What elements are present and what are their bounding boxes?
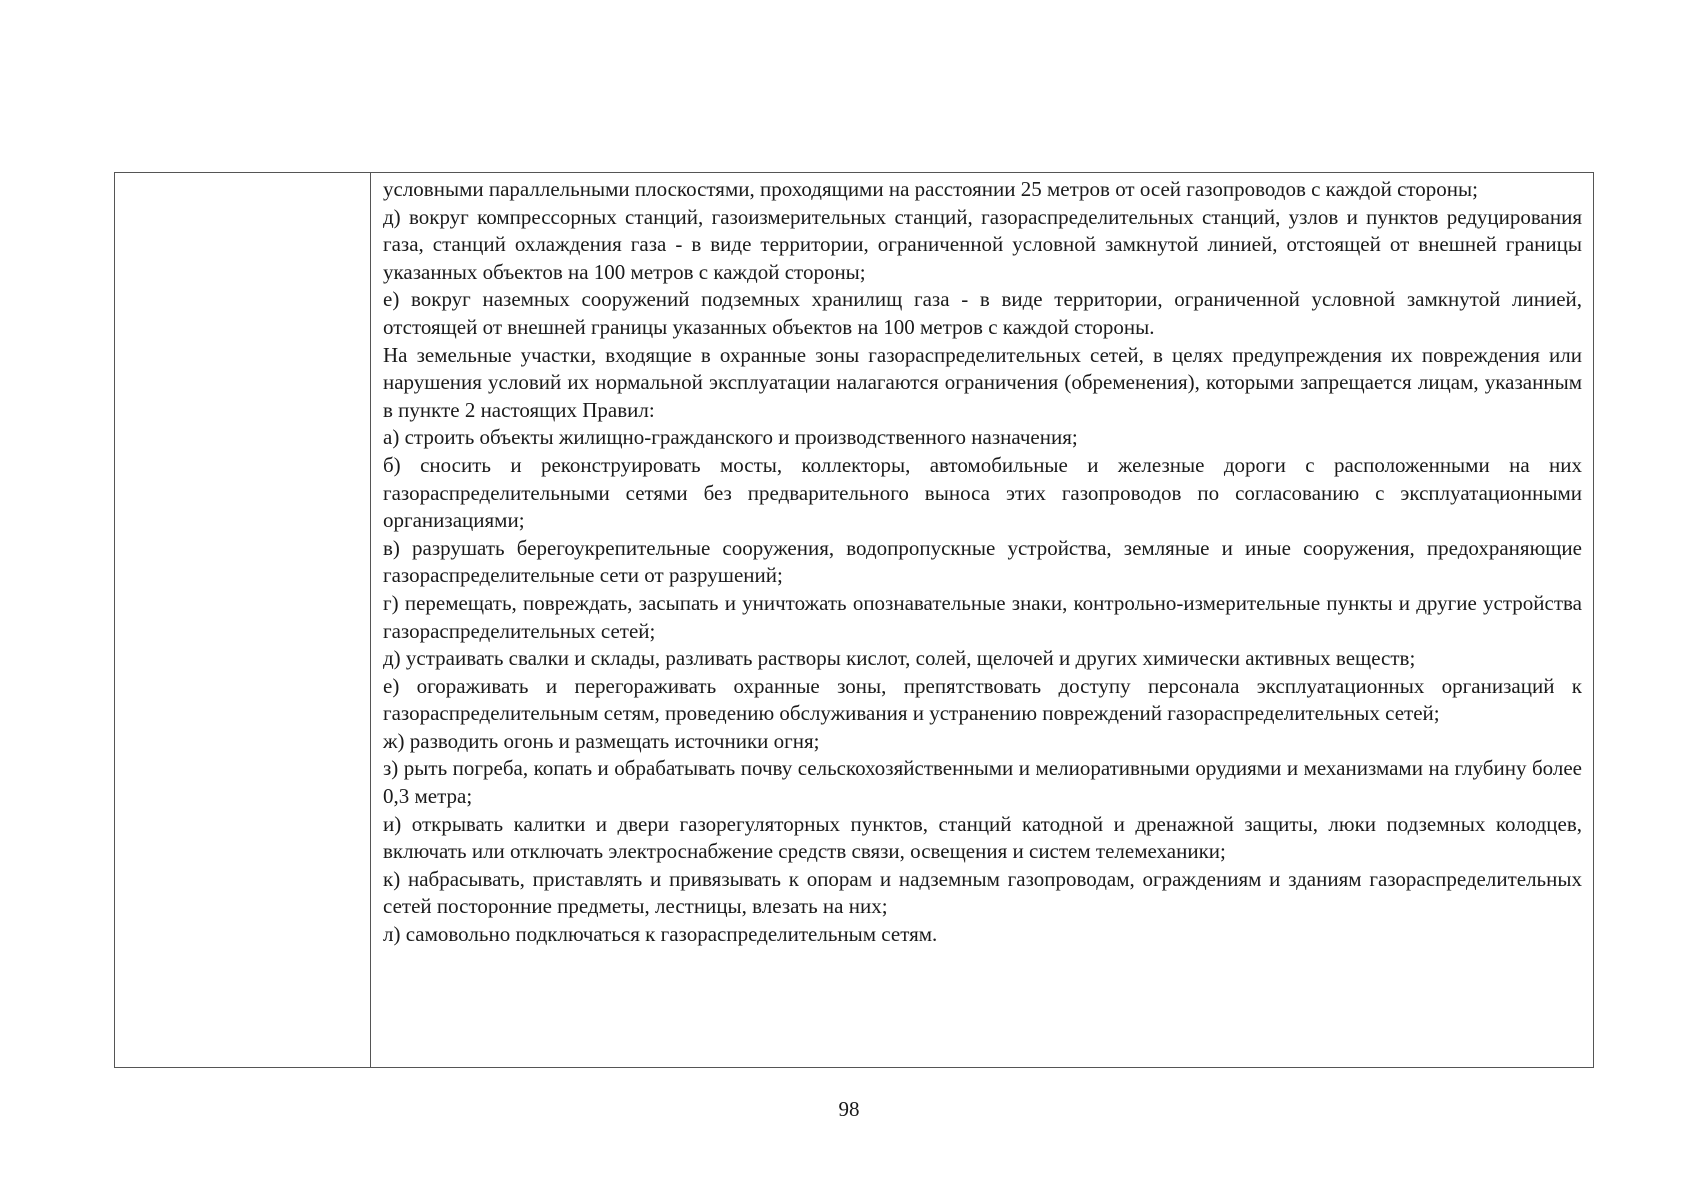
paragraph-item-z: з) рыть погреба, копать и обрабатывать почву сельскохозяйственными и мелиоративными орудиями и механизмами на глубину более 0,3 метра; xyxy=(383,756,1582,809)
paragraph-item-g: г) перемещать, повреждать, засыпать и уничтожать опознавательные знаки, контрольно-измерительные пункты и другие устройства газораспределительных сетей; xyxy=(383,590,1582,643)
paragraph-item-d: д) устраивать свалки и склады, разливать растворы кислот, солей, щелочей и других химически активных веществ; xyxy=(383,646,1416,671)
paragraph-item-a: а) строить объекты жилищно-гражданского и производственного назначения; xyxy=(383,425,1078,450)
paragraph-item-b: б) сносить и реконструировать мосты, коллекторы, автомобильные и железные дороги с расположенными на них газораспределительными сетями без предварительного выноса этих газопроводов по согласованию с эксплуатационными организациями; xyxy=(383,452,1582,533)
paragraph-item-zh: ж) разводить огонь и размещать источники огня; xyxy=(383,728,820,753)
page-number: 98 xyxy=(838,1097,860,1121)
paragraph-item-l: л) самовольно подключаться к газораспределительным сетям. xyxy=(383,922,938,947)
paragraph-restrictions-intro: На земельные участки, входящие в охранные зоны газораспределительных сетей, в целях предупреждения их повреждения или нарушения условий их нормальной эксплуатации налагаются ограничения (обременения), которыми запрещается лицам, указанным в пункте 2 настоящих Правил: xyxy=(383,342,1582,422)
paragraph-item-e: е) огораживать и перегораживать охранные зоны, препятствовать доступу персонала эксплуатационных организаций к газораспределительным сетям, проведению обслуживания и устранению повреждений газораспределительных сетей; xyxy=(383,673,1582,726)
paragraph-item-d-zones: д) вокруг компрессорных станций, газоизмерительных станций, газораспределительных станций, узлов и пунктов редуцирования газа, станций охлаждения газа - в виде территории, ограниченной условной замкнутой линией, отстоящей от внешней границы указанных объектов на 100 метров с каждой стороны; xyxy=(383,204,1582,284)
table-left-cell xyxy=(115,173,371,1067)
paragraph-item-e-zones: е) вокруг наземных сооружений подземных хранилищ газа - в виде территории, ограниченной условной замкнутой линией, отстоящей от внешней границы указанных объектов на 100 метров с каждой стороны. xyxy=(383,287,1582,339)
paragraph-item-i: и) открывать калитки и двери газорегуляторных пунктов, станций катодной и дренажной защиты, люки подземных колодцев, включать или отключать электроснабжение средств связи, освещения и систем телемеханики; xyxy=(383,811,1582,864)
document-table xyxy=(114,172,1594,1068)
paragraph-intro-continuation: условными параллельными плоскостями, проходящими на расстоянии 25 метров от осей газопроводов с каждой стороны; xyxy=(383,177,1478,201)
paragraph-item-k: к) набрасывать, приставлять и привязывать к опорам и надземным газопроводам, ограждениям и зданиям газораспределительных сетей посторонние предметы, лестницы, влезать на них; xyxy=(383,866,1582,919)
paragraph-item-v: в) разрушать берегоукрепительные сооружения, водопропускные устройства, земляные и иные сооружения, предохраняющие газораспределительные сети от разрушений; xyxy=(383,535,1582,588)
table-right-cell xyxy=(371,173,1593,1067)
